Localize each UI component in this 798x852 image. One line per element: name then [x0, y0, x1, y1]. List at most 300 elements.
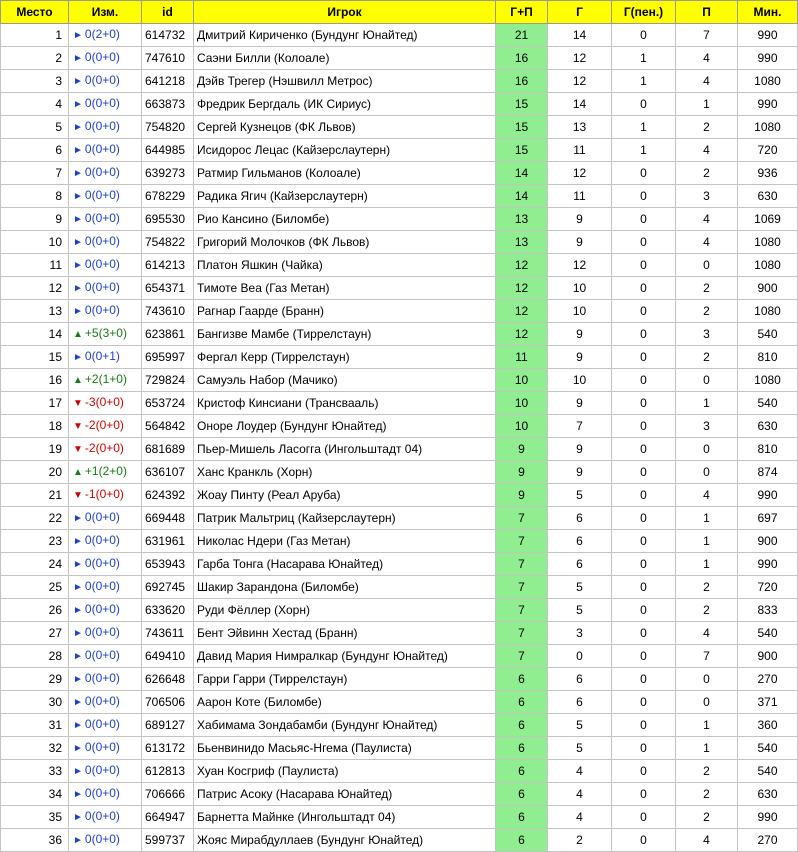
cell-minutes[interactable]: 990 — [738, 93, 798, 116]
cell-goals[interactable]: 6 — [548, 530, 612, 553]
cell-assists[interactable]: 1 — [676, 93, 738, 116]
cell-place[interactable]: 28 — [1, 645, 69, 668]
cell-minutes[interactable]: 720 — [738, 139, 798, 162]
cell-id[interactable]: 636107 — [142, 461, 194, 484]
cell-change[interactable] — [69, 346, 142, 369]
cell-change[interactable] — [69, 254, 142, 277]
cell-goals[interactable]: 5 — [548, 576, 612, 599]
table-row[interactable] — [1, 530, 798, 553]
cell-goals-plus-assists[interactable]: 10 — [496, 369, 548, 392]
cell-goals[interactable]: 2 — [548, 829, 612, 852]
column-header-player[interactable]: Игрок — [194, 1, 496, 24]
cell-minutes[interactable]: 371 — [738, 691, 798, 714]
cell-place[interactable]: 19 — [1, 438, 69, 461]
cell-assists[interactable]: 2 — [676, 599, 738, 622]
cell-penalty-goals[interactable]: 0 — [612, 93, 676, 116]
cell-goals-plus-assists[interactable]: 6 — [496, 737, 548, 760]
cell-penalty-goals[interactable]: 0 — [612, 507, 676, 530]
column-header-assists[interactable]: П — [676, 1, 738, 24]
table-row[interactable] — [1, 760, 798, 783]
cell-minutes[interactable]: 900 — [738, 277, 798, 300]
cell-penalty-goals[interactable]: 0 — [612, 668, 676, 691]
cell-goals[interactable]: 5 — [548, 599, 612, 622]
cell-minutes[interactable]: 540 — [738, 323, 798, 346]
cell-goals-plus-assists[interactable]: 14 — [496, 162, 548, 185]
cell-player[interactable]: Бент Эйвинн Хестад (Бранн) — [194, 622, 496, 645]
cell-goals-plus-assists[interactable]: 7 — [496, 645, 548, 668]
cell-place[interactable]: 30 — [1, 691, 69, 714]
cell-place[interactable]: 9 — [1, 208, 69, 231]
cell-place[interactable]: 25 — [1, 576, 69, 599]
cell-place[interactable]: 20 — [1, 461, 69, 484]
column-header-goals-plus-assists[interactable]: Г+П — [496, 1, 548, 24]
cell-change[interactable] — [69, 70, 142, 93]
cell-goals[interactable]: 10 — [548, 277, 612, 300]
cell-id[interactable]: 664947 — [142, 806, 194, 829]
cell-assists[interactable]: 4 — [676, 231, 738, 254]
cell-goals-plus-assists[interactable]: 9 — [496, 461, 548, 484]
cell-assists[interactable]: 2 — [676, 760, 738, 783]
cell-assists[interactable]: 7 — [676, 645, 738, 668]
cell-penalty-goals[interactable]: 0 — [612, 622, 676, 645]
cell-goals[interactable]: 7 — [548, 415, 612, 438]
cell-place[interactable]: 33 — [1, 760, 69, 783]
table-row[interactable] — [1, 461, 798, 484]
cell-goals-plus-assists[interactable]: 6 — [496, 714, 548, 737]
table-row[interactable] — [1, 829, 798, 852]
cell-player[interactable]: Патрис Асоку (Насарава Юнайтед) — [194, 783, 496, 806]
cell-id[interactable]: 743611 — [142, 622, 194, 645]
cell-goals-plus-assists[interactable]: 7 — [496, 576, 548, 599]
cell-change[interactable] — [69, 231, 142, 254]
cell-assists[interactable]: 4 — [676, 484, 738, 507]
cell-change[interactable] — [69, 47, 142, 70]
cell-player[interactable]: Саэни Билли (Колоале) — [194, 47, 496, 70]
cell-player[interactable]: Оноре Лоудер (Бундунг Юнайтед) — [194, 415, 496, 438]
cell-place[interactable]: 12 — [1, 277, 69, 300]
cell-minutes[interactable]: 990 — [738, 484, 798, 507]
table-row[interactable] — [1, 346, 798, 369]
cell-minutes[interactable]: 697 — [738, 507, 798, 530]
cell-penalty-goals[interactable]: 0 — [612, 576, 676, 599]
cell-minutes[interactable]: 630 — [738, 185, 798, 208]
table-row[interactable] — [1, 668, 798, 691]
cell-place[interactable]: 17 — [1, 392, 69, 415]
cell-id[interactable]: 653943 — [142, 553, 194, 576]
table-row[interactable] — [1, 438, 798, 461]
cell-assists[interactable]: 2 — [676, 783, 738, 806]
cell-id[interactable]: 564842 — [142, 415, 194, 438]
cell-change[interactable] — [69, 691, 142, 714]
cell-goals[interactable]: 9 — [548, 208, 612, 231]
cell-minutes[interactable]: 990 — [738, 47, 798, 70]
cell-player[interactable]: Шакир Зарандона (Биломбе) — [194, 576, 496, 599]
table-row[interactable] — [1, 806, 798, 829]
cell-change[interactable] — [69, 208, 142, 231]
cell-player[interactable]: Дмитрий Кириченко (Бундунг Юнайтед) — [194, 24, 496, 47]
table-row[interactable] — [1, 691, 798, 714]
cell-goals-plus-assists[interactable]: 12 — [496, 300, 548, 323]
cell-id[interactable]: 678229 — [142, 185, 194, 208]
table-row[interactable] — [1, 507, 798, 530]
cell-penalty-goals[interactable]: 1 — [612, 139, 676, 162]
table-row[interactable] — [1, 47, 798, 70]
cell-player[interactable]: Фредрик Бергдаль (ИК Сириус) — [194, 93, 496, 116]
cell-id[interactable]: 681689 — [142, 438, 194, 461]
cell-penalty-goals[interactable]: 0 — [612, 737, 676, 760]
cell-change[interactable] — [69, 737, 142, 760]
cell-minutes[interactable]: 1080 — [738, 231, 798, 254]
cell-minutes[interactable]: 1080 — [738, 369, 798, 392]
cell-minutes[interactable]: 900 — [738, 645, 798, 668]
table-row[interactable] — [1, 139, 798, 162]
cell-place[interactable]: 8 — [1, 185, 69, 208]
cell-player[interactable]: Давид Мария Нимралкар (Бундунг Юнайтед) — [194, 645, 496, 668]
column-header-id[interactable]: id — [142, 1, 194, 24]
cell-goals[interactable]: 9 — [548, 438, 612, 461]
cell-penalty-goals[interactable]: 0 — [612, 691, 676, 714]
cell-penalty-goals[interactable]: 0 — [612, 277, 676, 300]
cell-minutes[interactable]: 720 — [738, 576, 798, 599]
cell-place[interactable]: 2 — [1, 47, 69, 70]
cell-place[interactable]: 32 — [1, 737, 69, 760]
cell-place[interactable]: 26 — [1, 599, 69, 622]
cell-goals-plus-assists[interactable]: 9 — [496, 484, 548, 507]
cell-id[interactable]: 669448 — [142, 507, 194, 530]
cell-change[interactable] — [69, 438, 142, 461]
cell-id[interactable]: 614732 — [142, 24, 194, 47]
cell-minutes[interactable]: 833 — [738, 599, 798, 622]
cell-id[interactable]: 695997 — [142, 346, 194, 369]
cell-assists[interactable]: 1 — [676, 737, 738, 760]
cell-goals[interactable]: 14 — [548, 24, 612, 47]
cell-id[interactable]: 631961 — [142, 530, 194, 553]
cell-minutes[interactable]: 1080 — [738, 116, 798, 139]
cell-goals-plus-assists[interactable]: 13 — [496, 208, 548, 231]
cell-player[interactable]: Пьер-Мишель Ласогга (Ингольштадт 04) — [194, 438, 496, 461]
cell-penalty-goals[interactable]: 0 — [612, 231, 676, 254]
cell-goals[interactable]: 5 — [548, 714, 612, 737]
cell-change[interactable] — [69, 760, 142, 783]
cell-assists[interactable]: 2 — [676, 806, 738, 829]
cell-goals[interactable]: 9 — [548, 323, 612, 346]
cell-penalty-goals[interactable]: 0 — [612, 783, 676, 806]
cell-change[interactable] — [69, 645, 142, 668]
cell-goals[interactable]: 3 — [548, 622, 612, 645]
cell-change[interactable] — [69, 530, 142, 553]
cell-minutes[interactable]: 990 — [738, 24, 798, 47]
cell-penalty-goals[interactable]: 0 — [612, 599, 676, 622]
cell-minutes[interactable]: 270 — [738, 668, 798, 691]
cell-change[interactable] — [69, 415, 142, 438]
cell-change[interactable] — [69, 714, 142, 737]
cell-place[interactable]: 18 — [1, 415, 69, 438]
table-row[interactable] — [1, 277, 798, 300]
cell-goals-plus-assists[interactable]: 10 — [496, 392, 548, 415]
cell-id[interactable]: 654371 — [142, 277, 194, 300]
cell-penalty-goals[interactable]: 0 — [612, 645, 676, 668]
cell-player[interactable]: Аарон Коте (Биломбе) — [194, 691, 496, 714]
cell-penalty-goals[interactable]: 0 — [612, 438, 676, 461]
table-row[interactable] — [1, 116, 798, 139]
cell-player[interactable]: Рио Кансино (Биломбе) — [194, 208, 496, 231]
cell-goals[interactable]: 9 — [548, 231, 612, 254]
cell-minutes[interactable]: 270 — [738, 829, 798, 852]
cell-assists[interactable]: 0 — [676, 668, 738, 691]
cell-minutes[interactable]: 540 — [738, 737, 798, 760]
cell-assists[interactable]: 3 — [676, 415, 738, 438]
cell-place[interactable]: 35 — [1, 806, 69, 829]
cell-goals-plus-assists[interactable]: 12 — [496, 254, 548, 277]
cell-player[interactable]: Ханс Кранкль (Хорн) — [194, 461, 496, 484]
cell-minutes[interactable]: 810 — [738, 438, 798, 461]
cell-id[interactable]: 626648 — [142, 668, 194, 691]
cell-player[interactable]: Сергей Кузнецов (ФК Львов) — [194, 116, 496, 139]
cell-assists[interactable]: 4 — [676, 208, 738, 231]
cell-id[interactable]: 689127 — [142, 714, 194, 737]
cell-place[interactable]: 4 — [1, 93, 69, 116]
cell-penalty-goals[interactable]: 1 — [612, 116, 676, 139]
cell-assists[interactable]: 2 — [676, 116, 738, 139]
cell-minutes[interactable]: 360 — [738, 714, 798, 737]
cell-goals[interactable]: 6 — [548, 668, 612, 691]
cell-goals-plus-assists[interactable]: 6 — [496, 829, 548, 852]
cell-player[interactable]: Патрик Мальтриц (Кайзерслаутерн) — [194, 507, 496, 530]
cell-id[interactable]: 623861 — [142, 323, 194, 346]
cell-goals-plus-assists[interactable]: 12 — [496, 323, 548, 346]
cell-penalty-goals[interactable]: 0 — [612, 484, 676, 507]
cell-id[interactable]: 743610 — [142, 300, 194, 323]
cell-minutes[interactable]: 540 — [738, 392, 798, 415]
cell-penalty-goals[interactable]: 0 — [612, 185, 676, 208]
cell-penalty-goals[interactable]: 0 — [612, 806, 676, 829]
cell-change[interactable] — [69, 668, 142, 691]
cell-change[interactable] — [69, 300, 142, 323]
table-row[interactable] — [1, 185, 798, 208]
cell-minutes[interactable]: 1080 — [738, 70, 798, 93]
cell-id[interactable]: 653724 — [142, 392, 194, 415]
cell-minutes[interactable]: 900 — [738, 530, 798, 553]
cell-id[interactable]: 599737 — [142, 829, 194, 852]
cell-player[interactable]: Гарба Тонга (Насарава Юнайтед) — [194, 553, 496, 576]
cell-goals[interactable]: 14 — [548, 93, 612, 116]
cell-place[interactable]: 11 — [1, 254, 69, 277]
cell-penalty-goals[interactable]: 0 — [612, 714, 676, 737]
table-row[interactable] — [1, 231, 798, 254]
cell-goals-plus-assists[interactable]: 6 — [496, 806, 548, 829]
cell-assists[interactable]: 1 — [676, 507, 738, 530]
cell-assists[interactable]: 7 — [676, 24, 738, 47]
cell-goals[interactable]: 11 — [548, 185, 612, 208]
cell-assists[interactable]: 4 — [676, 829, 738, 852]
cell-minutes[interactable]: 630 — [738, 415, 798, 438]
cell-id[interactable]: 649410 — [142, 645, 194, 668]
cell-place[interactable]: 15 — [1, 346, 69, 369]
cell-goals-plus-assists[interactable]: 21 — [496, 24, 548, 47]
cell-id[interactable]: 624392 — [142, 484, 194, 507]
cell-goals[interactable]: 12 — [548, 254, 612, 277]
cell-id[interactable]: 692745 — [142, 576, 194, 599]
cell-change[interactable] — [69, 484, 142, 507]
cell-minutes[interactable]: 810 — [738, 346, 798, 369]
cell-penalty-goals[interactable]: 0 — [612, 208, 676, 231]
cell-place[interactable]: 14 — [1, 323, 69, 346]
cell-goals[interactable]: 5 — [548, 484, 612, 507]
cell-id[interactable]: 633620 — [142, 599, 194, 622]
cell-penalty-goals[interactable]: 0 — [612, 760, 676, 783]
cell-change[interactable] — [69, 24, 142, 47]
cell-place[interactable]: 29 — [1, 668, 69, 691]
cell-minutes[interactable]: 874 — [738, 461, 798, 484]
table-row[interactable] — [1, 415, 798, 438]
cell-goals[interactable]: 12 — [548, 162, 612, 185]
cell-assists[interactable]: 0 — [676, 254, 738, 277]
table-row[interactable] — [1, 24, 798, 47]
cell-player[interactable]: Ратмир Гильманов (Колоале) — [194, 162, 496, 185]
cell-penalty-goals[interactable]: 0 — [612, 461, 676, 484]
table-row[interactable] — [1, 300, 798, 323]
cell-id[interactable]: 729824 — [142, 369, 194, 392]
cell-player[interactable]: Руди Фёллер (Хорн) — [194, 599, 496, 622]
cell-assists[interactable]: 1 — [676, 530, 738, 553]
cell-change[interactable] — [69, 369, 142, 392]
cell-assists[interactable]: 1 — [676, 392, 738, 415]
table-row[interactable] — [1, 599, 798, 622]
cell-change[interactable] — [69, 139, 142, 162]
cell-id[interactable]: 612813 — [142, 760, 194, 783]
cell-goals-plus-assists[interactable]: 9 — [496, 438, 548, 461]
cell-change[interactable] — [69, 185, 142, 208]
cell-change[interactable] — [69, 806, 142, 829]
cell-goals-plus-assists[interactable]: 6 — [496, 668, 548, 691]
cell-penalty-goals[interactable]: 0 — [612, 300, 676, 323]
cell-goals[interactable]: 4 — [548, 806, 612, 829]
cell-player[interactable]: Тимоте Веа (Газ Метан) — [194, 277, 496, 300]
cell-goals[interactable]: 6 — [548, 553, 612, 576]
cell-penalty-goals[interactable]: 0 — [612, 392, 676, 415]
cell-goals[interactable]: 4 — [548, 783, 612, 806]
cell-goals[interactable]: 12 — [548, 70, 612, 93]
table-row[interactable] — [1, 783, 798, 806]
cell-goals-plus-assists[interactable]: 7 — [496, 530, 548, 553]
cell-id[interactable]: 754822 — [142, 231, 194, 254]
cell-place[interactable]: 6 — [1, 139, 69, 162]
cell-goals[interactable]: 9 — [548, 346, 612, 369]
cell-assists[interactable]: 1 — [676, 553, 738, 576]
cell-id[interactable]: 695530 — [142, 208, 194, 231]
cell-goals-plus-assists[interactable]: 11 — [496, 346, 548, 369]
cell-change[interactable] — [69, 553, 142, 576]
cell-player[interactable]: Самуэль Набор (Мачико) — [194, 369, 496, 392]
cell-place[interactable]: 27 — [1, 622, 69, 645]
table-row[interactable] — [1, 208, 798, 231]
cell-goals[interactable]: 5 — [548, 737, 612, 760]
table-row[interactable] — [1, 254, 798, 277]
cell-minutes[interactable]: 936 — [738, 162, 798, 185]
table-row[interactable] — [1, 484, 798, 507]
cell-goals-plus-assists[interactable]: 7 — [496, 599, 548, 622]
cell-goals[interactable]: 10 — [548, 300, 612, 323]
cell-player[interactable]: Исидорос Лецас (Кайзерслаутерн) — [194, 139, 496, 162]
cell-assists[interactable]: 4 — [676, 70, 738, 93]
cell-assists[interactable]: 4 — [676, 139, 738, 162]
cell-change[interactable] — [69, 323, 142, 346]
cell-player[interactable]: Хабимама Зондабамби (Бундунг Юнайтед) — [194, 714, 496, 737]
table-row[interactable] — [1, 369, 798, 392]
cell-place[interactable]: 10 — [1, 231, 69, 254]
table-row[interactable] — [1, 392, 798, 415]
cell-goals-plus-assists[interactable]: 12 — [496, 277, 548, 300]
cell-change[interactable] — [69, 599, 142, 622]
cell-goals-plus-assists[interactable]: 6 — [496, 760, 548, 783]
cell-assists[interactable]: 4 — [676, 47, 738, 70]
table-row[interactable] — [1, 93, 798, 116]
cell-penalty-goals[interactable]: 0 — [612, 254, 676, 277]
cell-goals-plus-assists[interactable]: 6 — [496, 691, 548, 714]
cell-assists[interactable]: 0 — [676, 369, 738, 392]
cell-change[interactable] — [69, 277, 142, 300]
cell-minutes[interactable]: 1080 — [738, 300, 798, 323]
cell-minutes[interactable]: 990 — [738, 553, 798, 576]
cell-penalty-goals[interactable]: 0 — [612, 24, 676, 47]
cell-minutes[interactable]: 540 — [738, 622, 798, 645]
cell-place[interactable]: 13 — [1, 300, 69, 323]
cell-penalty-goals[interactable]: 0 — [612, 369, 676, 392]
cell-goals-plus-assists[interactable]: 16 — [496, 70, 548, 93]
cell-goals[interactable]: 11 — [548, 139, 612, 162]
cell-place[interactable]: 7 — [1, 162, 69, 185]
cell-player[interactable]: Рагнар Гаарде (Бранн) — [194, 300, 496, 323]
cell-place[interactable]: 5 — [1, 116, 69, 139]
cell-goals[interactable]: 6 — [548, 691, 612, 714]
cell-goals[interactable]: 0 — [548, 645, 612, 668]
cell-place[interactable]: 36 — [1, 829, 69, 852]
cell-id[interactable]: 747610 — [142, 47, 194, 70]
cell-place[interactable]: 22 — [1, 507, 69, 530]
cell-change[interactable] — [69, 783, 142, 806]
cell-change[interactable] — [69, 576, 142, 599]
cell-player[interactable]: Бьенвинидо Масьяс-Нгема (Паулиста) — [194, 737, 496, 760]
cell-id[interactable]: 614213 — [142, 254, 194, 277]
table-row[interactable] — [1, 622, 798, 645]
cell-minutes[interactable]: 1069 — [738, 208, 798, 231]
column-header-change[interactable]: Изм. — [69, 1, 142, 24]
cell-id[interactable]: 639273 — [142, 162, 194, 185]
table-row[interactable] — [1, 645, 798, 668]
cell-id[interactable]: 663873 — [142, 93, 194, 116]
cell-change[interactable] — [69, 392, 142, 415]
cell-place[interactable]: 21 — [1, 484, 69, 507]
table-row[interactable] — [1, 70, 798, 93]
cell-goals-plus-assists[interactable]: 10 — [496, 415, 548, 438]
column-header-penalty-goals[interactable]: Г(пен.) — [612, 1, 676, 24]
cell-player[interactable]: Платон Яшкин (Чайка) — [194, 254, 496, 277]
cell-change[interactable] — [69, 93, 142, 116]
cell-place[interactable]: 31 — [1, 714, 69, 737]
column-header-minutes[interactable]: Мин. — [738, 1, 798, 24]
cell-id[interactable]: 754820 — [142, 116, 194, 139]
cell-minutes[interactable]: 630 — [738, 783, 798, 806]
cell-change[interactable] — [69, 622, 142, 645]
cell-id[interactable]: 706506 — [142, 691, 194, 714]
cell-assists[interactable]: 0 — [676, 461, 738, 484]
cell-penalty-goals[interactable]: 0 — [612, 346, 676, 369]
cell-assists[interactable]: 1 — [676, 714, 738, 737]
table-row[interactable] — [1, 576, 798, 599]
cell-penalty-goals[interactable]: 0 — [612, 415, 676, 438]
cell-goals[interactable]: 9 — [548, 461, 612, 484]
cell-id[interactable]: 613172 — [142, 737, 194, 760]
